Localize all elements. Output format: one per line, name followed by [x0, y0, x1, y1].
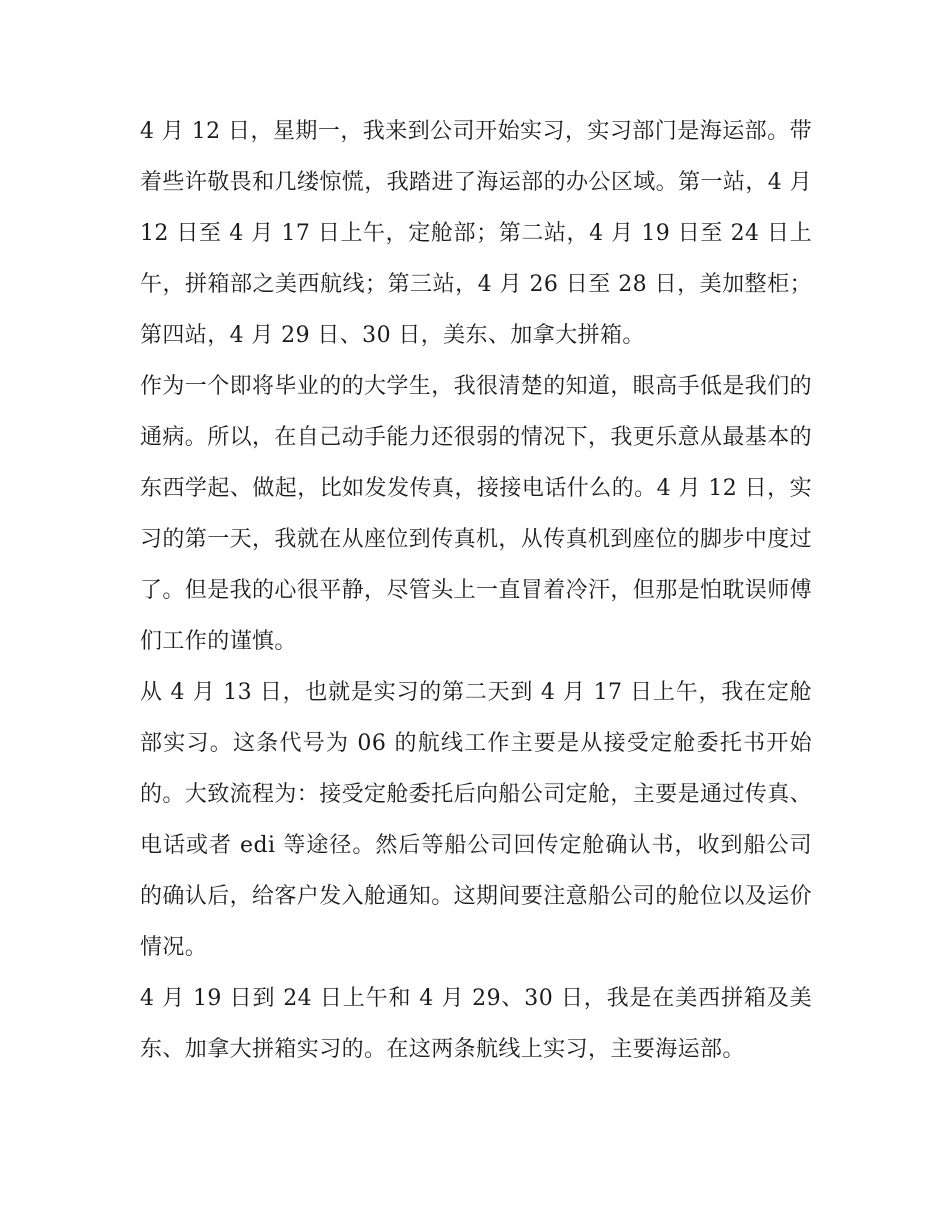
- document-body: [140, 106, 812, 1075]
- paragraph-first-day: 作为一个即将毕业的的大学生，我很清楚的知道，眼高手低是我们的通病。所以，在自己动手能力还很弱的情况下，我更乐意从最基本的东西学起、做起，比如发发传真，接接电话什么的。4 月 12 日，实习的第一天，我就在从座位到传真机，从传真机到座位的脚步中度过了。但是我的心很平静，尽管头上一直冒着冷汗，但那是怕耽误师傅们工作的谨慎。: [140, 374, 813, 654]
- paragraph-booking-department: 从 4 月 13 日，也就是实习的第二天到 4 月 17 日上午，我在定舱部实习。这条代号为 06 的航线工作主要是从接受定舱委托书开始的。大致流程为：接受定舱委托后向船公司定舱，主要是通过传真、电话或者 edi 等途径。然后等船公司回传定舱确认书，收到船公司的确认后，给客户发入舱通知。这期间要注意船公司的舱位以及运价情况。: [140, 680, 813, 960]
- paragraph-internship-schedule: 4 月 12 日，星期一，我来到公司开始实习，实习部门是海运部。带着些许敬畏和几缕惊慌，我踏进了海运部的办公区域。第一站，4 月 12 日至 4 月 17 日上午，定舱部；第二站，4 月 19 日至 24 日上午，拼箱部之美西航线；第三站，4 月 26 日至 28 日，美加整柜；第四站，4 月 29 日、30 日，美东、加拿大拼箱。: [140, 119, 812, 348]
- paragraph-lcl-routes: 4 月 19 日到 24 日上午和 4 月 29、30 日，我是在美西拼箱及美东、加拿大拼箱实习的。在这两条航线上实习，主要海运部。: [140, 986, 812, 1062]
